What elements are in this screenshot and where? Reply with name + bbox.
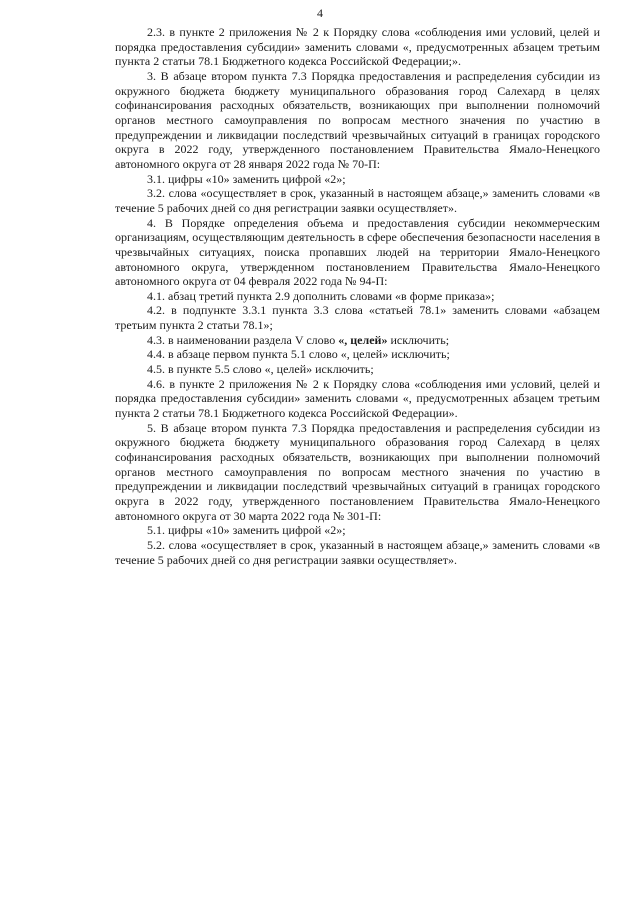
paragraph-4: 4. В Порядке определения объема и предоставления субсидии некоммерческим организациям, осуществляющим деятельность в сфере обеспечения безопасности населения в чрезвычайных ситуациях, поиска пропавших людей на территории Ямало-Ненецкого автономного округа, утвержденном постановлением Правительства Ямало-Ненецкого автономного округа от 04 февраля 2022 года № 94-П: <box>115 215 600 289</box>
document-body <box>115 25 600 567</box>
paragraph-4-1: 4.1. абзац третий пункта 2.9 дополнить словами «в форме приказа»; <box>147 288 495 303</box>
paragraph-5: 5. В абзаце втором пункта 7.3 Порядка предоставления и распределения субсидии из окружного бюджета бюджету муниципального образования город Салехард в целях софинансирования расходных обязательств, возникающих при выполнении полномочий органов местного самоуправления по вопросам местного значения по участию в предупреждении и ликвидации последствий чрезвычайных ситуаций в границах городского округа в 2022 году, утвержденного постановлением Правительства Ямало-Ненецкого автономного округа от 30 марта 2022 года № 301-П: <box>115 420 600 523</box>
paragraph-4-5: 4.5. в пункте 5.5 слово «, целей» исключить; <box>147 362 374 377</box>
page-number: 4 <box>317 6 323 20</box>
paragraph-4-3-bold: «, целей» <box>338 332 388 347</box>
paragraph-4-4: 4.4. в абзаце первом пункта 5.1 слово «, целей» исключить; <box>147 347 450 362</box>
paragraph-4-2: 4.2. в подпункте 3.3.1 пункта 3.3 слова «статьей 78.1» заменить словами «абзацем третьим пункта 2 статьи 78.1»; <box>115 303 600 333</box>
paragraph-5-1: 5.1. цифры «10» заменить цифрой «2»; <box>147 523 346 538</box>
paragraph-3-1: 3.1. цифры «10» заменить цифрой «2»; <box>147 171 346 186</box>
paragraph-4-3-tail: исключить; <box>390 332 450 347</box>
paragraph-4-6: 4.6. в пункте 2 приложения № 2 к Порядку слова «соблюдения ими условий, целей и порядка предоставления субсидии» заменить словами «, предусмотренных абзацем третьим пункта 2 статьи 78.1 Бюджетного кодекса Российской Федерации». <box>115 376 600 421</box>
paragraph-4-3-lead: 4.3. в наименовании раздела V слово <box>147 332 336 347</box>
paragraph-3-2: 3.2. слова «осуществляет в срок, указанный в настоящем абзаце,» заменить словами «в течение 5 рабочих дней со дня регистрации заявки осуществляет». <box>115 186 600 215</box>
paragraph-5-2: 5.2. слова «осуществляет в срок, указанный в настоящем абзаце,» заменить словами «в течение 5 рабочих дней со дня регистрации заявки осуществляет». <box>115 537 600 567</box>
paragraph-3: 3. В абзаце втором пункта 7.3 Порядка предоставления и распределения субсидии из окружного бюджета бюджету муниципального образования город Салехард в целях софинансирования расходных обязательств, возникающих при выполнении полномочий органов местного самоуправления по вопросам местного значения по участию в предупреждении и ликвидации последствий чрезвычайных ситуаций в границах городского округа в 2022 году, утвержденного постановлением Правительства Ямало-Ненецкого автономного округа от 28 января 2022 года № 70-П: <box>115 68 600 171</box>
paragraph-4-3 <box>115 333 600 348</box>
paragraph-2-3: 2.3. в пункте 2 приложения № 2 к Порядку слова «соблюдения ими условий, целей и порядка предоставления субсидии» заменить словами «, предусмотренных абзацем третьим пункта 2 статьи 78.1 Бюджетного кодекса Российской Федерации;». <box>115 25 600 69</box>
